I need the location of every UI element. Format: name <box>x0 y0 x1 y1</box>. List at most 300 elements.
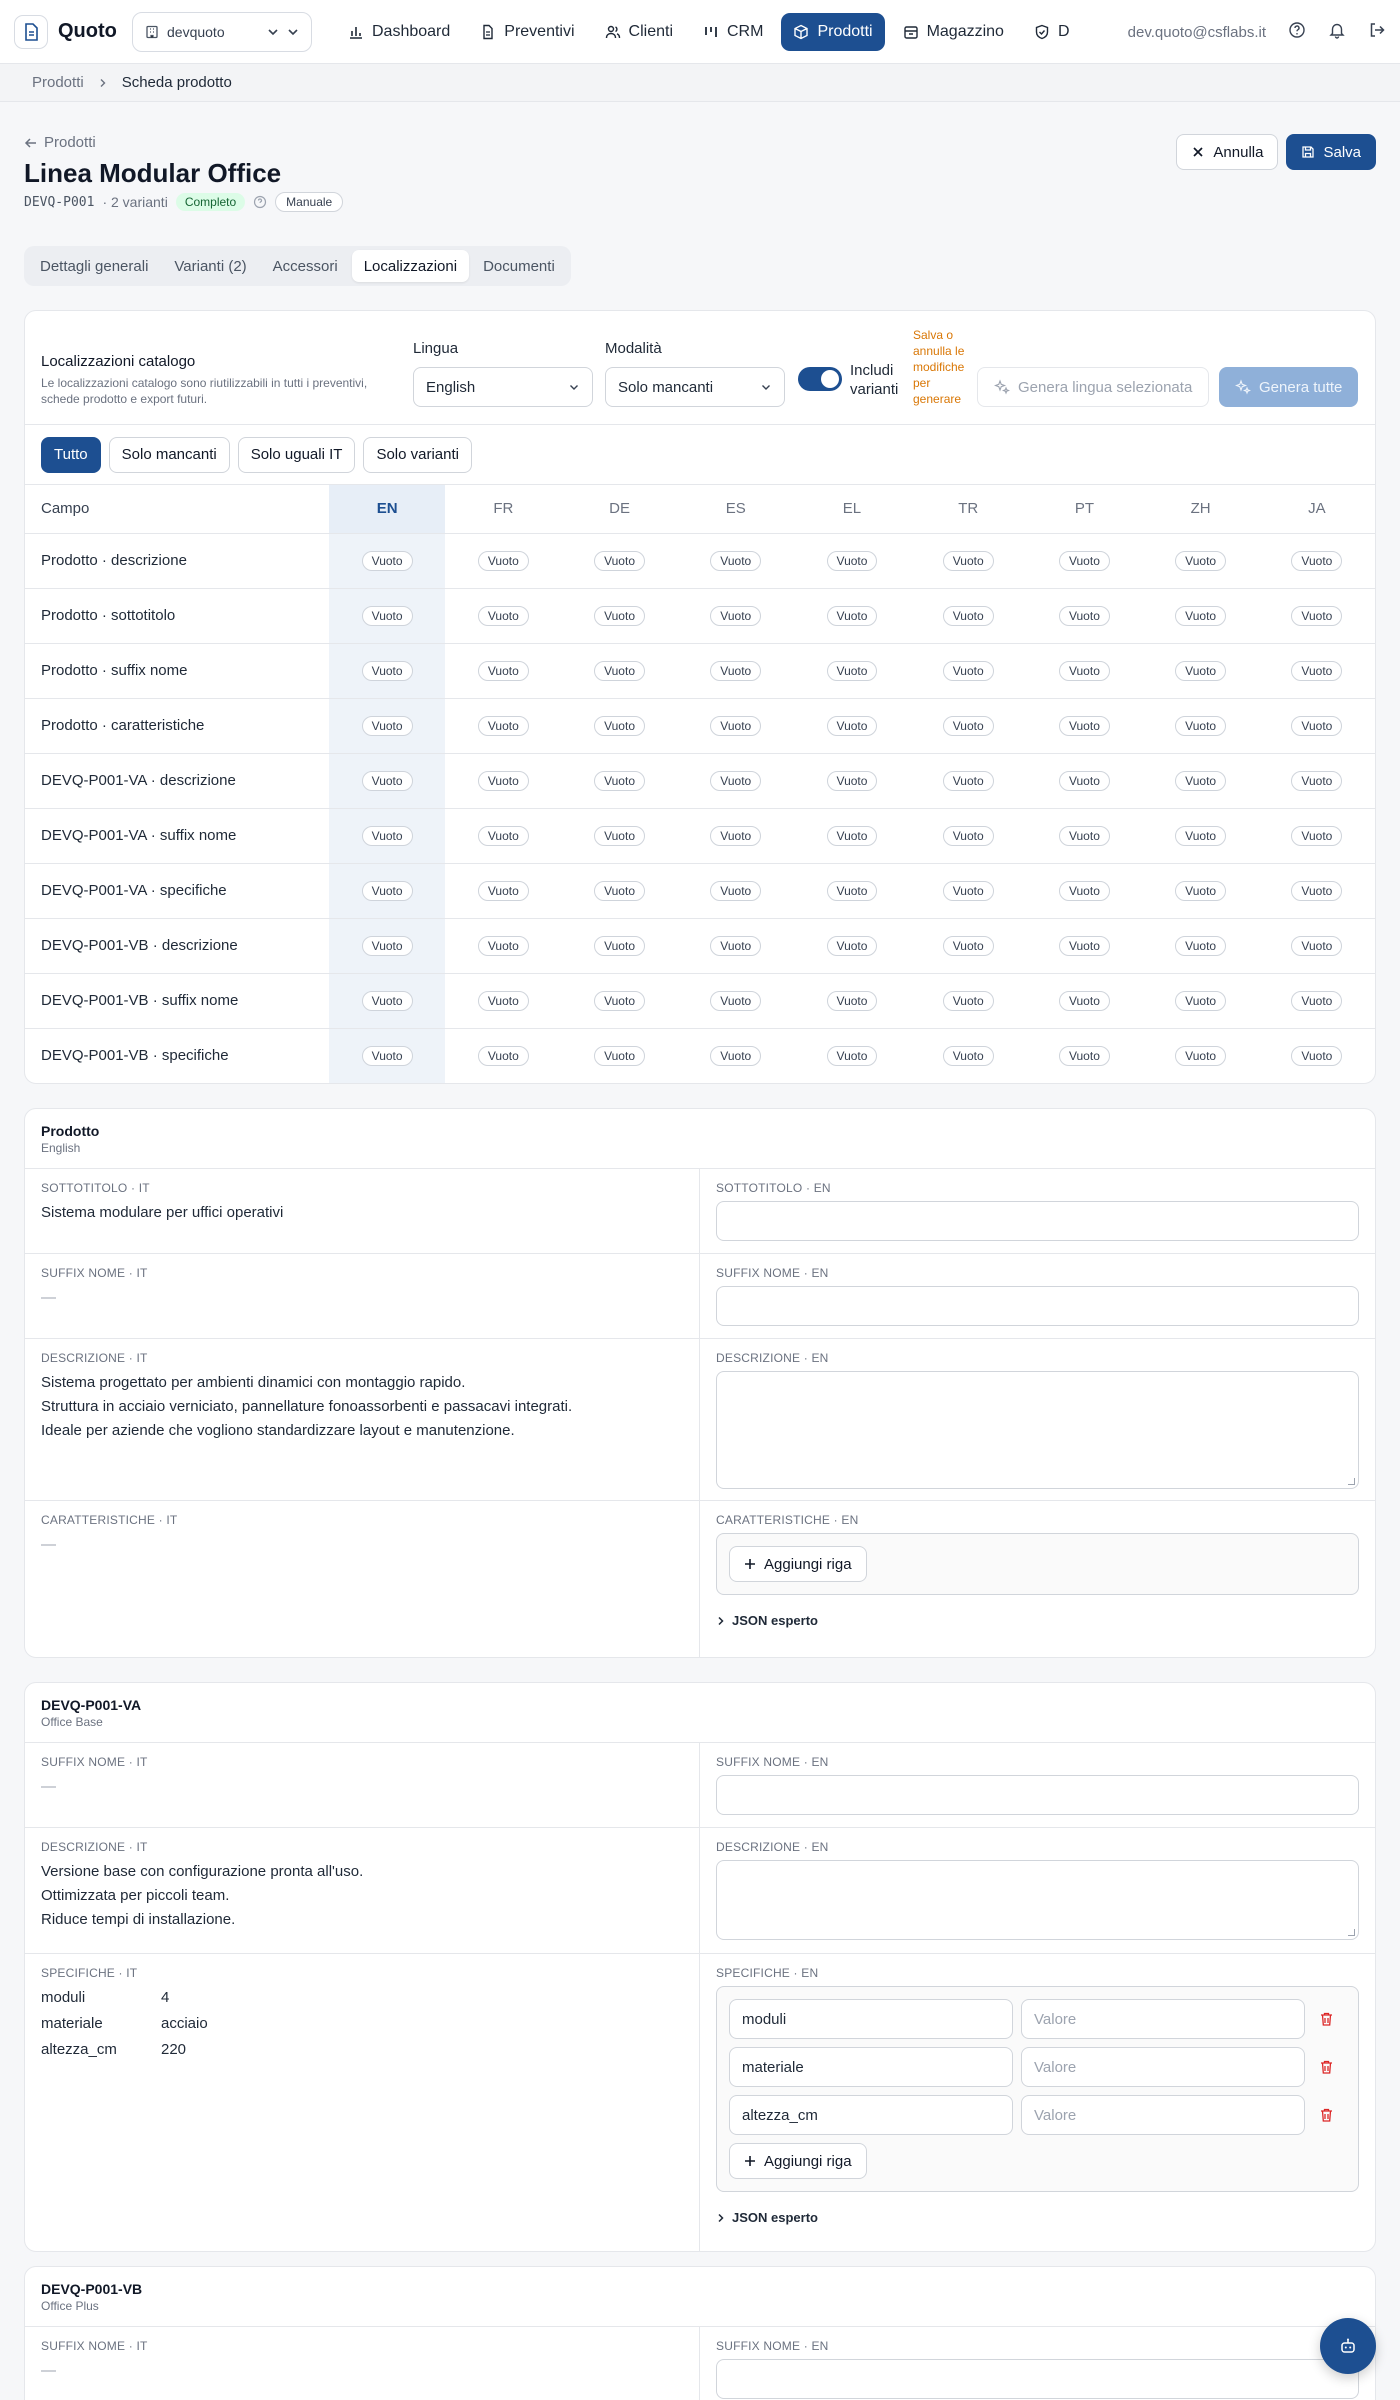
translation-cell[interactable] <box>1026 753 1142 808</box>
translation-cell[interactable] <box>794 698 910 753</box>
status-pill: Vuoto <box>478 551 529 571</box>
nav-label: Magazzino <box>926 22 1004 40</box>
status-pill: Vuoto <box>594 936 645 956</box>
translation-cell[interactable] <box>1259 863 1375 918</box>
translation-cell[interactable] <box>1143 588 1259 643</box>
back-link[interactable] <box>24 134 96 151</box>
breadcrumb-current: Scheda prodotto <box>121 74 232 91</box>
mode-badge: Manuale <box>275 192 343 212</box>
translation-cell[interactable] <box>1259 698 1375 753</box>
nav-clienti[interactable] <box>593 13 685 51</box>
status-pill: Vuoto <box>1291 1046 1342 1066</box>
field-row-caratteristiche <box>25 1501 1375 1657</box>
status-pill: Vuoto <box>710 826 761 846</box>
translation-cell[interactable] <box>561 863 677 918</box>
status-pill: Vuoto <box>710 716 761 736</box>
modalita-value: Solo mancanti <box>618 378 714 396</box>
translation-cell[interactable] <box>561 973 677 1028</box>
field-row-suffix <box>25 1743 1375 1828</box>
translation-cell[interactable] <box>561 1028 677 1083</box>
descrizione-en-textarea[interactable] <box>716 1860 1359 1940</box>
spec-value-input[interactable]: Valore <box>1021 1999 1305 2039</box>
section-title: Prodotto <box>41 1123 100 1139</box>
nav-label: Clienti <box>628 22 673 40</box>
user-area <box>1128 0 1386 64</box>
nav-prodotti[interactable] <box>781 13 884 51</box>
nav-truncated[interactable] <box>1022 13 1082 51</box>
generate-selected-label: Genera lingua selezionata <box>1018 378 1193 396</box>
status-pill: Vuoto <box>594 771 645 791</box>
translation-cell[interactable] <box>910 753 1026 808</box>
column-header-es: ES <box>678 485 794 533</box>
nav-dashboard[interactable] <box>336 13 462 51</box>
field-label: SUFFIX NOME · EN <box>716 1755 829 1769</box>
product-tabs <box>24 246 571 286</box>
descrizione-en-textarea[interactable] <box>716 1371 1359 1489</box>
translation-cell[interactable] <box>1026 1028 1142 1083</box>
column-header-campo: Campo <box>25 485 329 533</box>
status-pill: Vuoto <box>827 826 878 846</box>
translation-cell[interactable] <box>561 808 677 863</box>
add-row-button[interactable] <box>729 1546 867 1582</box>
translation-cell[interactable] <box>910 973 1026 1028</box>
translation-cell[interactable] <box>1259 753 1375 808</box>
translation-cell[interactable] <box>910 1028 1026 1083</box>
source-value-line: Ideale per aziende che vogliono standardizzare layout e manutenzione. <box>41 1422 515 1439</box>
translation-cell[interactable] <box>794 918 910 973</box>
assistant-fab[interactable] <box>1320 2318 1376 2374</box>
translation-cell[interactable] <box>678 973 794 1028</box>
translation-cell[interactable] <box>678 698 794 753</box>
spec-key-input[interactable]: materiale <box>729 2047 1013 2087</box>
translation-cell[interactable] <box>1259 973 1375 1028</box>
source-value-line: Riduce tempi di installazione. <box>41 1911 236 1928</box>
status-pill: Vuoto <box>594 881 645 901</box>
add-row-button[interactable] <box>729 2143 867 2179</box>
status-pill: Vuoto <box>943 551 994 571</box>
json-expert-toggle[interactable] <box>716 1613 1359 1628</box>
tab-dettagli[interactable]: Dettagli generali <box>40 257 149 275</box>
chevron-down-icon <box>760 381 772 393</box>
translation-cell[interactable] <box>1143 973 1259 1028</box>
status-pill: Vuoto <box>827 771 878 791</box>
translation-cell[interactable] <box>1259 643 1375 698</box>
column-header-pt: PT <box>1026 485 1142 533</box>
nav-preventivi[interactable] <box>468 13 586 51</box>
close-icon <box>1191 145 1205 159</box>
status-pill: Vuoto <box>478 991 529 1011</box>
status-pill: Vuoto <box>710 551 761 571</box>
status-pill: Vuoto <box>1059 771 1110 791</box>
translation-cell[interactable] <box>910 588 1026 643</box>
translation-cell[interactable] <box>1026 533 1142 588</box>
chevron-right-icon <box>98 78 108 88</box>
document-icon <box>480 24 496 40</box>
field-row-descrizione <box>25 1828 1375 1954</box>
translation-cell[interactable] <box>329 863 445 918</box>
translation-cell[interactable] <box>794 588 910 643</box>
translation-cell[interactable] <box>329 808 445 863</box>
translation-cell[interactable] <box>329 753 445 808</box>
table-row <box>25 863 1375 918</box>
status-pill: Vuoto <box>943 881 994 901</box>
shield-icon <box>1034 24 1050 40</box>
filter-solo-uguali-it[interactable]: Solo uguali IT <box>238 437 356 473</box>
field-name-cell: Prodotto · suffix nome <box>25 643 329 698</box>
field-name-cell: DEVQ-P001-VA · specifiche <box>25 863 329 918</box>
status-pill: Vuoto <box>362 991 413 1011</box>
source-value-empty: — <box>41 1778 56 1795</box>
logout-button[interactable] <box>1368 21 1386 43</box>
translation-cell[interactable] <box>794 863 910 918</box>
status-pill: Vuoto <box>1291 716 1342 736</box>
field-label: CARATTERISTICHE · EN <box>716 1513 859 1527</box>
save-button[interactable] <box>1286 134 1376 170</box>
spec-value-input[interactable]: Valore <box>1021 2047 1305 2087</box>
json-expert-label: JSON esperto <box>732 1613 818 1628</box>
translation-cell[interactable] <box>1026 808 1142 863</box>
header-actions <box>1176 134 1376 170</box>
chevron-down-icon <box>287 26 299 38</box>
translation-cell[interactable] <box>910 698 1026 753</box>
translation-cell[interactable] <box>794 533 910 588</box>
translation-cell[interactable] <box>329 918 445 973</box>
translation-cell[interactable] <box>561 533 677 588</box>
status-pill: Vuoto <box>1291 606 1342 626</box>
prodotto-section <box>24 1108 1376 1658</box>
help-circle-icon[interactable] <box>253 195 267 209</box>
status-pill: Vuoto <box>1175 771 1226 791</box>
spec-value: 220 <box>161 2041 187 2058</box>
field-label: SUFFIX NOME · IT <box>41 2339 148 2353</box>
translation-cell[interactable] <box>1026 973 1142 1028</box>
translation-cell[interactable] <box>329 973 445 1028</box>
json-expert-toggle[interactable] <box>716 2210 1359 2225</box>
catalog-toolbar <box>25 311 1375 425</box>
translation-cell[interactable] <box>910 643 1026 698</box>
translation-cell[interactable] <box>1026 588 1142 643</box>
status-pill: Vuoto <box>1175 1046 1226 1066</box>
status-pill: Vuoto <box>362 936 413 956</box>
status-pill: Vuoto <box>362 606 413 626</box>
section-header <box>25 1683 1375 1743</box>
status-pill: Vuoto <box>362 661 413 681</box>
lingua-select[interactable] <box>413 367 593 407</box>
filter-tutto[interactable]: Tutto <box>41 437 101 473</box>
status-pill: Vuoto <box>1059 991 1110 1011</box>
plus-icon <box>744 2155 756 2167</box>
translation-cell[interactable] <box>910 533 1026 588</box>
translation-cell[interactable] <box>329 643 445 698</box>
users-icon <box>605 24 621 40</box>
user-email: dev.quoto@csflabs.it <box>1127 23 1266 41</box>
nav-label: Preventivi <box>504 22 575 40</box>
status-pill: Vuoto <box>827 661 878 681</box>
table-row <box>25 808 1375 863</box>
translation-cell[interactable] <box>1143 808 1259 863</box>
specifiche-en-editor <box>716 1986 1359 2192</box>
field-label: SOTTOTITOLO · EN <box>716 1181 831 1195</box>
notifications-button[interactable] <box>1328 21 1346 43</box>
translation-cell[interactable] <box>794 643 910 698</box>
generate-selected-button[interactable] <box>977 367 1209 407</box>
source-value-line: Versione base con configurazione pronta all'uso. <box>41 1863 364 1880</box>
breadcrumb-parent[interactable]: Prodotti <box>32 74 84 91</box>
field-name-cell: DEVQ-P001-VB · suffix nome <box>25 973 329 1028</box>
translation-cell[interactable] <box>1026 918 1142 973</box>
filter-solo-mancanti[interactable]: Solo mancanti <box>109 437 230 473</box>
translation-cell[interactable] <box>1026 863 1142 918</box>
translation-cell[interactable] <box>445 533 561 588</box>
translation-cell[interactable] <box>678 588 794 643</box>
breadcrumb <box>0 64 1400 102</box>
translation-cell[interactable] <box>794 753 910 808</box>
json-expert-label: JSON esperto <box>732 2210 818 2225</box>
logout-icon <box>1368 21 1386 39</box>
tab-localizzazioni[interactable]: Localizzazioni <box>352 250 469 282</box>
tab-documenti[interactable]: Documenti <box>483 257 555 275</box>
translation-cell[interactable] <box>445 918 561 973</box>
translation-cell[interactable] <box>794 808 910 863</box>
modalita-label: Modalità <box>605 340 662 357</box>
nav-magazzino[interactable] <box>891 13 1016 51</box>
translation-cell[interactable] <box>561 698 677 753</box>
translation-cell[interactable] <box>329 533 445 588</box>
status-pill: Vuoto <box>1175 551 1226 571</box>
status-pill: Vuoto <box>827 606 878 626</box>
field-label: CARATTERISTICHE · IT <box>41 1513 178 1527</box>
status-pill: Vuoto <box>943 1046 994 1066</box>
chart-icon <box>348 24 364 40</box>
status-pill: Vuoto <box>1291 936 1342 956</box>
status-pill: Vuoto <box>478 881 529 901</box>
back-link-label: Prodotti <box>44 134 96 151</box>
field-label: DESCRIZIONE · EN <box>716 1351 829 1365</box>
translation-cell[interactable] <box>1143 918 1259 973</box>
translation-cell[interactable] <box>1259 918 1375 973</box>
save-icon <box>1301 145 1315 159</box>
translation-cell[interactable] <box>1026 698 1142 753</box>
delete-row-button[interactable] <box>1313 2011 1339 2027</box>
add-row-label: Aggiungi riga <box>764 2152 852 2170</box>
translation-cell[interactable] <box>445 698 561 753</box>
suffix-en-input[interactable] <box>716 2359 1359 2399</box>
source-value-empty: — <box>41 2362 56 2379</box>
field-label: SPECIFICHE · IT <box>41 1966 138 1980</box>
chevron-down-icon <box>267 26 279 38</box>
trash-icon <box>1319 2011 1334 2027</box>
translation-cell[interactable] <box>445 1028 561 1083</box>
translation-cell[interactable] <box>794 973 910 1028</box>
spec-key-input[interactable]: altezza_cm <box>729 2095 1013 2135</box>
lingua-label: Lingua <box>413 340 459 357</box>
translation-cell[interactable] <box>1143 1028 1259 1083</box>
status-pill: Vuoto <box>362 1046 413 1066</box>
translation-cell[interactable] <box>1143 533 1259 588</box>
column-header-de: DE <box>561 485 677 533</box>
filter-chips <box>25 425 1375 485</box>
field-label: SUFFIX NOME · IT <box>41 1266 148 1280</box>
translation-cell[interactable] <box>1259 1028 1375 1083</box>
translation-cell[interactable] <box>1143 863 1259 918</box>
table-row <box>25 698 1375 753</box>
status-pill: Vuoto <box>1059 826 1110 846</box>
translation-cell[interactable] <box>678 643 794 698</box>
field-name-cell: Prodotto · descrizione <box>25 533 329 588</box>
spec-value-input[interactable]: Valore <box>1021 2095 1305 2135</box>
filter-solo-varianti[interactable]: Solo varianti <box>363 437 472 473</box>
trash-icon <box>1319 2107 1334 2123</box>
translation-cell[interactable] <box>445 753 561 808</box>
translation-cell[interactable] <box>678 533 794 588</box>
chevron-right-icon <box>716 2213 726 2223</box>
translation-cell[interactable] <box>445 643 561 698</box>
table-row <box>25 753 1375 808</box>
translation-cell[interactable] <box>1143 643 1259 698</box>
source-value-line: Ottimizzata per piccoli team. <box>41 1887 230 1904</box>
translation-cell[interactable] <box>1259 588 1375 643</box>
status-pill: Vuoto <box>1059 661 1110 681</box>
status-pill: Vuoto <box>594 551 645 571</box>
translation-cell[interactable] <box>794 1028 910 1083</box>
translation-cell[interactable] <box>329 698 445 753</box>
translation-cell[interactable] <box>678 808 794 863</box>
nav-label: CRM <box>727 22 764 40</box>
bell-icon <box>1328 21 1346 39</box>
translation-cell[interactable] <box>678 863 794 918</box>
status-pill: Vuoto <box>1175 661 1226 681</box>
include-variants-toggle[interactable] <box>798 367 842 391</box>
status-pill: Vuoto <box>827 881 878 901</box>
caratteristiche-en-editor <box>716 1533 1359 1595</box>
add-row-label: Aggiungi riga <box>764 1555 852 1573</box>
section-header <box>25 2267 1375 2327</box>
field-label: SUFFIX NOME · EN <box>716 2339 829 2353</box>
delete-row-button[interactable] <box>1313 2059 1339 2075</box>
generate-all-button[interactable] <box>1219 367 1358 407</box>
main-nav <box>336 13 1082 51</box>
translation-cell[interactable] <box>1259 533 1375 588</box>
translation-cell[interactable] <box>910 808 1026 863</box>
cancel-label: Annulla <box>1213 143 1264 161</box>
status-pill: Vuoto <box>478 606 529 626</box>
status-pill: Vuoto <box>1175 881 1226 901</box>
field-row-specifiche <box>25 1954 1375 2252</box>
translation-cell[interactable] <box>445 808 561 863</box>
field-name-cell: DEVQ-P001-VA · suffix nome <box>25 808 329 863</box>
status-pill: Vuoto <box>827 551 878 571</box>
catalog-title: Localizzazioni catalogo <box>41 353 196 370</box>
workspace-name: devquoto <box>167 23 225 40</box>
cancel-button[interactable] <box>1176 134 1278 170</box>
translation-cell[interactable] <box>1026 643 1142 698</box>
workspace-selector[interactable] <box>132 12 312 52</box>
status-pill: Vuoto <box>478 826 529 846</box>
source-value-empty: — <box>41 1536 56 1553</box>
translation-cell[interactable] <box>910 863 1026 918</box>
nav-label: Prodotti <box>817 22 873 40</box>
tab-accessori[interactable]: Accessori <box>272 257 338 275</box>
source-value-line: Sistema progettato per ambienti dinamici con montaggio rapido. <box>41 1374 466 1391</box>
translation-cell[interactable] <box>678 1028 794 1083</box>
status-pill: Vuoto <box>943 991 994 1011</box>
suffix-en-input[interactable] <box>716 1775 1359 1815</box>
modalita-select[interactable] <box>605 367 785 407</box>
spec-row <box>729 2047 1346 2087</box>
status-pill: Vuoto <box>362 771 413 791</box>
localization-matrix <box>25 485 1375 1083</box>
nav-crm[interactable] <box>691 13 775 51</box>
status-pill: Vuoto <box>943 661 994 681</box>
document-logo-icon <box>14 15 48 49</box>
sparkle-icon <box>994 379 1010 395</box>
translation-cell[interactable] <box>1259 808 1375 863</box>
status-pill: Vuoto <box>362 716 413 736</box>
status-pill: Vuoto <box>594 826 645 846</box>
source-spec-list <box>41 1986 683 2062</box>
status-pill: Vuoto <box>1059 936 1110 956</box>
status-pill: Vuoto <box>594 716 645 736</box>
app-logo[interactable] <box>14 15 132 49</box>
translation-cell[interactable] <box>445 973 561 1028</box>
delete-row-button[interactable] <box>1313 2107 1339 2123</box>
spec-key-input[interactable]: moduli <box>729 1999 1013 2039</box>
field-label: DESCRIZIONE · IT <box>41 1840 148 1854</box>
translation-cell[interactable] <box>329 1028 445 1083</box>
spec-value: 4 <box>161 1989 170 2006</box>
section-language: English <box>41 1141 81 1155</box>
status-pill: Vuoto <box>827 716 878 736</box>
chevron-right-icon <box>716 1616 726 1626</box>
status-pill: Vuoto <box>1175 991 1226 1011</box>
help-circle-icon <box>1288 21 1306 39</box>
translation-cell[interactable] <box>910 918 1026 973</box>
field-label: SPECIFICHE · EN <box>716 1966 819 1980</box>
status-pill: Vuoto <box>362 881 413 901</box>
variant-vb-section <box>24 2266 1376 2400</box>
translation-cell[interactable] <box>561 918 677 973</box>
suffix-en-input[interactable] <box>716 1286 1359 1326</box>
translation-cell[interactable] <box>445 863 561 918</box>
translation-cell[interactable] <box>1143 753 1259 808</box>
status-pill: Vuoto <box>1291 551 1342 571</box>
status-pill: Vuoto <box>1059 881 1110 901</box>
top-navbar <box>0 0 1400 64</box>
translation-cell[interactable] <box>329 588 445 643</box>
translation-cell[interactable] <box>445 588 561 643</box>
translation-cell[interactable] <box>561 753 677 808</box>
sottotitolo-en-input[interactable] <box>716 1201 1359 1241</box>
field-name-cell: Prodotto · sottotitolo <box>25 588 329 643</box>
translation-cell[interactable] <box>561 643 677 698</box>
product-code: DEVQ-P001 <box>24 194 95 210</box>
status-pill: Vuoto <box>1291 771 1342 791</box>
tab-varianti[interactable]: Varianti (2) <box>174 257 247 275</box>
building-icon <box>145 25 159 39</box>
translation-cell[interactable] <box>678 753 794 808</box>
status-pill: Vuoto <box>478 936 529 956</box>
translation-cell[interactable] <box>1143 698 1259 753</box>
bot-icon <box>1339 2337 1357 2355</box>
translation-cell[interactable] <box>561 588 677 643</box>
table-row <box>25 918 1375 973</box>
catalog-localizations-card <box>24 310 1376 1084</box>
field-label: DESCRIZIONE · IT <box>41 1351 148 1365</box>
status-pill: Vuoto <box>1059 716 1110 736</box>
field-label: DESCRIZIONE · EN <box>716 1840 829 1854</box>
help-button[interactable] <box>1288 21 1306 43</box>
translation-cell[interactable] <box>678 918 794 973</box>
